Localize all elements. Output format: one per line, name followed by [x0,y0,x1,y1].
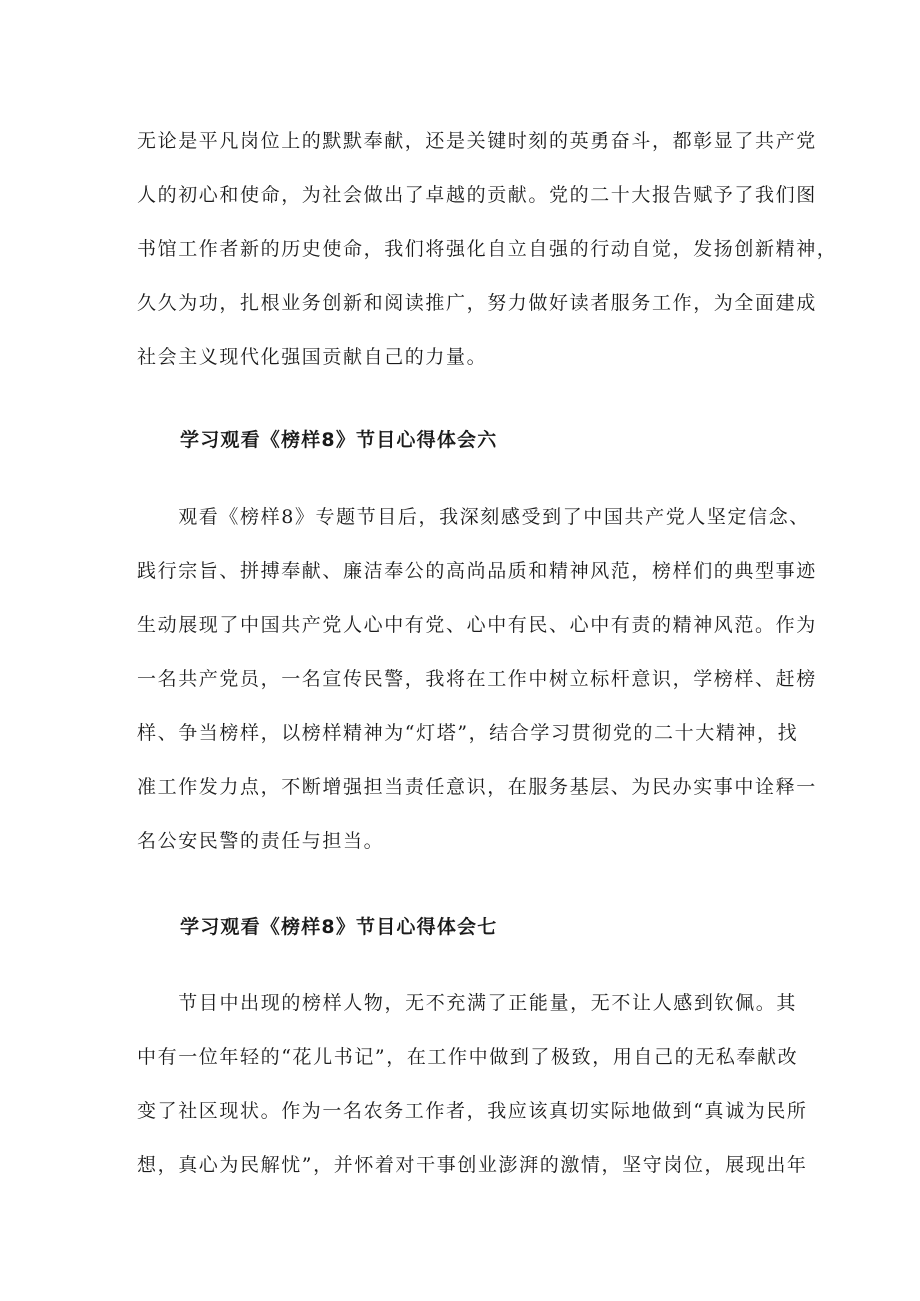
paragraph-2-line: 践行宗旨、拼搏奉献、廉洁奉公的高尚品质和精神风范，榜样们的典型事迹 [137,560,817,582]
paragraph-3-line: 中有一位年轻的“花儿书记”，在工作中做到了极致，用自己的无私奉献改 [137,1046,799,1068]
paragraph-3 [137,976,808,1192]
paragraph-1 [137,114,838,384]
paragraph-3-line: 节目中出现的榜样人物，无不充满了正能量，无不让人感到钦佩。其 [137,992,797,1014]
paragraph-2-line: 准工作发力点，不断增强担当责任意识，在服务基层、为民办实事中诠释一 [137,776,817,798]
paragraph-1-line: 人的初心和使命，为社会做出了卓越的贡献。党的二十大报告赋予了我们图 [137,184,817,206]
paragraph-2-line: 一名共产党员，一名宣传民警，我将在工作中树立标杆意识，学榜样、赶榜 [137,668,817,690]
paragraph-1-line: 书馆工作者新的历史使命，我们将强化自立自强的行动自觉，发扬创新精神， [137,238,838,260]
paragraph-2-line: 观看《榜样8》专题节目后，我深刻感受到了中国共产党人坚定信念、 [137,506,810,528]
paragraph-3-line: 想，真心为民解忧”，并怀着对干事创业澎湃的激情，坚守岗位，展现出年 [137,1154,808,1176]
paragraph-1-line: 久久为功，扎根业务创新和阅读推广，努力做好读者服务工作，为全面建成 [137,292,817,314]
paragraph-1-line: 无论是平凡岗位上的默默奉献，还是关键时刻的英勇奋斗，都彰显了共产党 [137,130,817,152]
section-heading-6: 学习观看《榜样8》节目心得体会六 [180,429,498,451]
paragraph-2 [137,490,817,868]
paragraph-2-line: 名公安民警的责任与担当。 [137,830,385,852]
paragraph-3-line: 变了社区现状。作为一名农务工作者，我应该真切实际地做到“真诚为民所 [137,1100,808,1122]
paragraph-2-line: 生动展现了中国共产党人心中有党、心中有民、心中有责的精神风范。作为 [137,614,817,636]
section-heading-7: 学习观看《榜样8》节目心得体会七 [180,916,498,938]
paragraph-1-line: 社会主义现代化强国贡献自己的力量。 [137,346,488,368]
paragraph-2-line: 样、争当榜样，以榜样精神为“灯塔”，结合学习贯彻党的二十大精神，找 [137,722,799,744]
